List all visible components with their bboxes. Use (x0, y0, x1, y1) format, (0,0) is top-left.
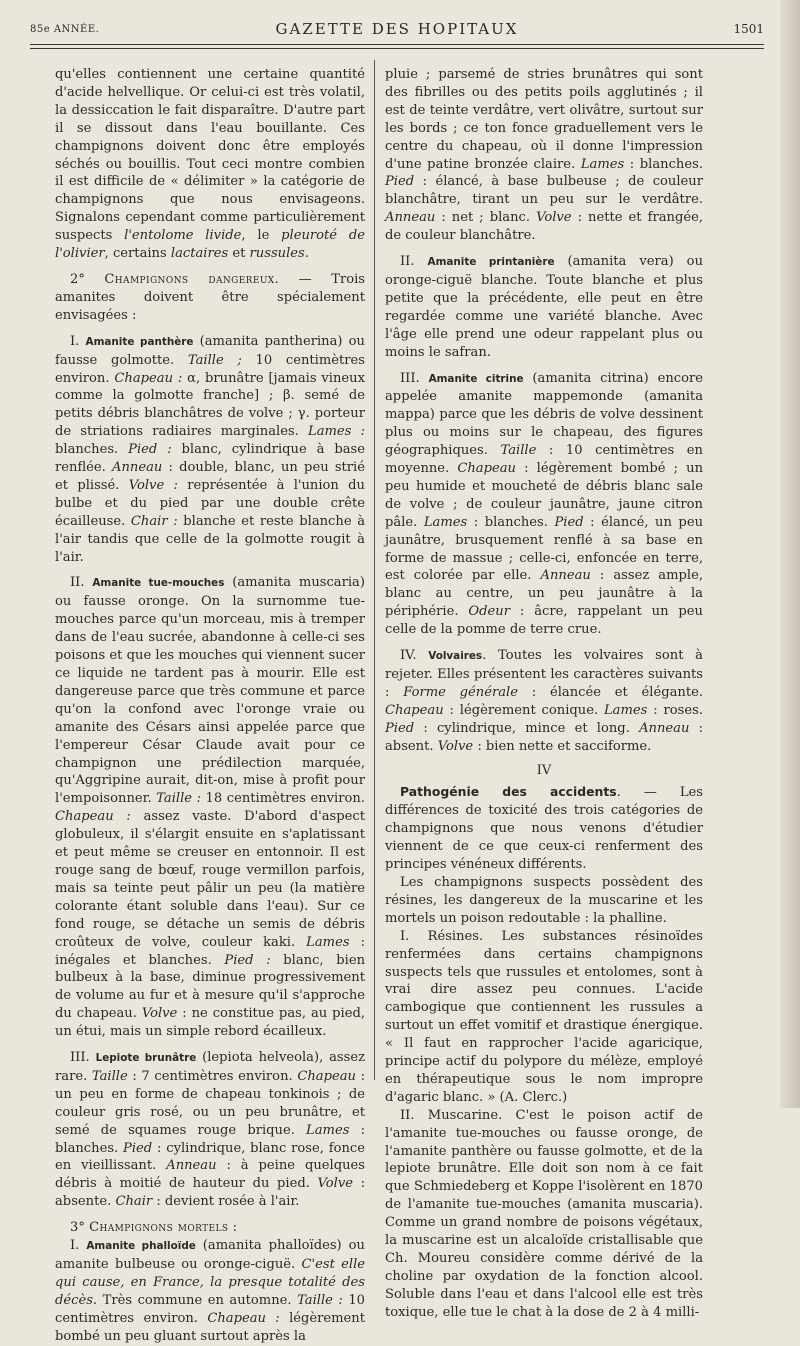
species-entry: I. Amanite phalloïde (amanita phalloïdes) ou amanite bulbeuse ou oronge-ciguë. C'est elle qui cause, en France, la presque totalité des décès. Très commune en automne. Taille : 10 centimètres environ. Chapeau : légèrement bombé un peu gluant surtout après la (55, 1238, 366, 1344)
species-entry: II. Amanite printanière (amanita vera) ou oronge-ciguë blanche. Toute blanche et plus petite que la précédente, elle peut en être regardée comme une variété blanche. Avec l'âge elle prend une odeur rappelant plus ou moins le safran. (385, 254, 704, 360)
page-number: 1501 (733, 22, 764, 36)
header-rule-thick (30, 44, 764, 45)
column-divider (374, 60, 375, 1080)
section-intro: Pathogénie des accidents. — Les différences de toxicité des trois catégories de champignons que nous venons d'étudier viennent de ce que ceux-ci renferment des principes vénéneux différents. (385, 784, 704, 873)
paragraph: II. Muscarine. C'est le poison actif de l'amanite tue-mouches ou fausse oronge, de l'amanite panthère ou fausse golmotte, et de la lepiote brunâtre. Elle doit son nom à ce fait que Schmiedeberg et Koppe l'isolèrent en 1870 de l'amanite tue-mouches (amanita muscaria). Comme un grand nombre de poisons végétaux, la muscarine est un alcaloïde cristallisable que Ch. Moureu considère comme dérivé de la choline par oxydation de la fonction alcool. Soluble dans l'eau et dans l'alcool elle est très toxique, elle tue le chat à la dose de 2 à 4 milli- (385, 1107, 703, 1320)
running-header (30, 16, 764, 56)
paragraph: I. Résines. Les substances résinoïdes renfermées dans certains champignons suspects tels que russules et entolomes, sont à vrai dire assez peu connues. L'acide cambogique que contiennent les russules a surtout un effet vomitif et drastique énergique. « Il faut en rapprocher l'acide agaricique, principe actif du polypore du mélèze, employé en thérapeutique sous le nom impropre d'agaric blanc. » (A. Clerc.) (385, 928, 703, 1105)
species-entry: III. Lepiote brunâtre (lepiota helveola), assez rare. Taille : 7 centimètres environ. Chapeau : un peu en forme de chapeau tonkinois ; de couleur gris rosé, ou un peu brunâtre, et semé de squames rouge brique. Lames : blanches. Pied : cylindrique, blanc rose, fonce en vieillissant. Anneau : à peine quelques débris à moitié de hauteur du pied. Volve : absente. Chair : devient rosée à l'air. (55, 1050, 366, 1210)
section-heading: 2° Champignons dangereux. — Trois amanites doivent être spécialement envisagées : (55, 271, 366, 323)
header-rule-thin (30, 48, 764, 49)
journal-title: GAZETTE DES HOPITAUX (275, 20, 519, 38)
page-edge (780, 0, 800, 1108)
paragraph: Les champignons suspects possèdent des résines, les dangereux de la muscarine et les mortels un poison redoutable : la phalline. (385, 874, 703, 926)
species-entry: I. Amanite panthère (amanita pantherina) ou fausse golmotte. Taille ; 10 centimètres environ. Chapeau : α, brunâtre [jamais vineux comme la golmotte franche] ; β. semé de petits débris blanchâtres de volve ; γ. porteur de striations radiaires marginales. Lames : blanches. Pied : blanc, cylindrique à base renflée. Anneau : double, blanc, un peu strié et plissé. Volve : représentée à l'union du bulbe et du pied par une double crête écailleuse. Chair : blanche et reste blanche à l'air tandis que celle de la golmotte rougit à l'air. (55, 333, 366, 565)
section-heading: 3° Champignons mortels : (70, 1220, 238, 1236)
paragraph: qu'elles contiennent une certaine quantité d'acide helvellique. Or celui-ci est très volatil, la dessiccation le fait disparaître. D'autre part il se dissout dans l'eau bouillante. Ces champignons doivent donc être employés séchés ou bouillis. Tout ceci montre combien il est difficile de « délimiter » la catégorie de champignons que nous envisageons. Signalons cependant comme particulièrement suspects l'entolome livide, le pleuroté de l'olivier, certains lactaires et russules. (55, 67, 365, 262)
left-column (55, 66, 366, 1344)
year-label: 85e ANNÉE. (30, 24, 100, 35)
species-entry: III. Amanite citrine (amanita citrina) encore appelée amanite mappemonde (amanita mappa) parce que les débris de volve dessinent plus ou moins sur le chapeau, des figures géographiques. Taille : 10 centimètres en moyenne. Chapeau : légèrement bombé ; un peu humide et moucheté de débris blanc sale de volve ; de couleur jaunâtre, jaune citron pâle. Lames : blanches. Pied : élancé, un peu jaunâtre, brusquement renflé à sa base en forme de massue ; celle-ci, enfoncée en terre, est colorée par elle. Anneau : assez ample, blanc au centre, un peu jaunâtre à la périphérie. Odeur : âcre, rappelant un peu celle de la pomme de terre crue. (385, 370, 703, 638)
paragraph: pluie ; parsemé de stries brunâtres qui sont des fibrilles ou des petits poils agglutinés ; il est de teinte verdâtre, vert olivâtre, surtout sur les bords ; ce ton fonce graduellement vers le centre du chapeau, où il donne l'impression d'une patine bronzée claire. Lames : blanches. Pied : élancé, à base bulbeuse ; de couleur blanchâtre, tirant un peu sur le verdâtre. Anneau : net ; blanc. Volve : nette et frangée, de couleur blanchâtre. (385, 67, 703, 244)
species-entry: II. Amanite tue-mouches (amanita muscaria) ou fausse oronge. On la surnomme tue-mouches parce qu'un morceau, mis à tremper dans de l'eau sucrée, abandonne à celle-ci ses poisons et que les mouches qui viennent sucer ce liquide ne tardent pas à mourir. Elle est dangereuse parce que très commune et parce qu'on la confond avec l'oronge vraie ou amanite des Césars ainsi appelée parce que l'empereur César Claude avait pour ce champignon une prédilection marquée, qu'Aggripine aurait, dit-on, mise à profit pour l'empoisonner. Taille : 18 centimètres environ. Chapeau : assez vaste. D'abord d'aspect globuleux, il s'élargit ensuite en s'aplatissant et peut même se creuser en entonnoir. Il est rouge sang de bœuf, rouge vermillon parfois, mais sa teinte peut pâlir un peu (la matière colorante étant soluble dans l'eau). Sur ce fond rouge, se détache un semis de débris croûteux de volve, couleur kaki. Lames : inégales et blanches. Pied : blanc, bien bulbeux à la base, diminue progressivement de volume au fur et à mesure qu'il s'approche du chapeau. Volve : ne constitue pas, au pied, un étui, mais un simple rebord écailleux. (55, 575, 365, 1040)
section-number: IV (536, 762, 552, 778)
species-entry: IV. Volvaires. Toutes les volvaires sont à rejeter. Elles présentent les caractères suivants : Forme générale : élancée et élégante. Chapeau : légèrement conique. Lames : roses. Pied : cylindrique, mince et long. Anneau : absent. Volve : bien nette et sacciforme. (385, 648, 704, 754)
right-column (385, 66, 704, 1320)
